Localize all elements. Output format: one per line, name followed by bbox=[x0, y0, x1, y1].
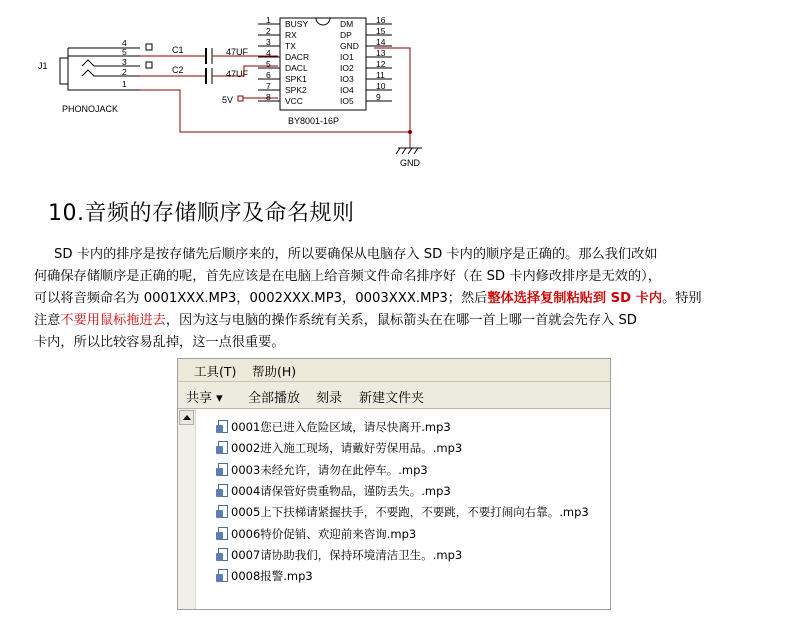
file-list-pane bbox=[178, 409, 610, 609]
file-item[interactable] bbox=[216, 502, 589, 522]
highlight-copy-paste: 整体选择复制粘贴到 SD 卡内 bbox=[487, 291, 663, 306]
chip-pin-number: 8 bbox=[266, 92, 271, 102]
paragraph-line-1: SD 卡内的排序是按存储先后顺序来的，所以要确保从电脑存入 SD 卡内的顺序是正确的。那么我们改如 bbox=[54, 247, 658, 262]
file-name: 0002进入施工现场，请戴好劳保用品。.mp3 bbox=[231, 441, 463, 456]
chip-pin-number: 6 bbox=[266, 70, 271, 80]
explorer-window bbox=[177, 358, 611, 610]
phonojack-label: PHONOJACK bbox=[62, 104, 119, 114]
chip-pin-name: IO1 bbox=[340, 52, 354, 62]
share-button[interactable]: 共享 ▾ bbox=[186, 391, 223, 406]
chip-pin-number: 16 bbox=[376, 15, 386, 25]
chip-pin-name: DACL bbox=[285, 63, 308, 73]
instruction-paragraph bbox=[34, 244, 754, 354]
audio-file-icon bbox=[216, 420, 229, 434]
phonojack-body bbox=[60, 58, 68, 84]
menu-tools[interactable]: 工具(T) bbox=[194, 364, 237, 379]
menu-bar bbox=[178, 359, 610, 382]
file-item[interactable] bbox=[216, 566, 313, 586]
jack-pin-2: 2 bbox=[122, 67, 127, 77]
file-item[interactable] bbox=[216, 524, 416, 544]
circuit-schematic bbox=[0, 0, 790, 180]
file-name: 0003未经允许，请勿在此停车。.mp3 bbox=[231, 462, 428, 477]
play-all-button[interactable]: 全部播放 bbox=[248, 391, 301, 406]
section-title: 10.音频的存储顺序及命名规则 bbox=[48, 201, 355, 226]
chip-pin-number: 7 bbox=[266, 81, 271, 91]
paragraph-line-3-text: 可以将音频命名为 0001XXX.MP3，0002XXX.MP3，0003XXX.MP3；然后 bbox=[34, 291, 488, 306]
burn-button[interactable]: 刻录 bbox=[316, 391, 343, 406]
chip-pin-number: 15 bbox=[376, 26, 386, 36]
chip-pin-name: IO5 bbox=[340, 96, 354, 106]
chip-pin-name: IO4 bbox=[340, 85, 354, 95]
chip-pin-name: BUSY bbox=[285, 19, 309, 29]
chip-name-label: BY8001-16P bbox=[288, 116, 340, 126]
paragraph-line-2: 何确保存储顺序是正确的呢，首先应该是在电脑上给音频文件命名排序好（在 SD 卡内修改排序是无效的）， bbox=[34, 269, 661, 284]
file-item[interactable] bbox=[216, 460, 428, 480]
chip-pin-name: VCC bbox=[285, 96, 303, 106]
chip-pin-name: DM bbox=[340, 19, 354, 29]
highlight-no-drag: 不要用鼠标拖进去 bbox=[60, 313, 166, 328]
paragraph-line-4-text: ，因为这与电脑的操作系统有关系，鼠标箭头在在哪一首上哪一首就会先存入 SD bbox=[165, 313, 637, 328]
chip-pin-name: DACR bbox=[285, 52, 310, 62]
paragraph-line-3-end: 。特别 bbox=[662, 291, 702, 306]
audio-file-icon bbox=[216, 548, 229, 562]
file-name: 0001您已进入危险区域，请尽快离开.mp3 bbox=[231, 420, 451, 434]
paragraph-line-4 bbox=[34, 310, 754, 332]
audio-file-icon bbox=[216, 463, 229, 477]
file-item[interactable] bbox=[216, 438, 462, 458]
scroll-up-arrow-icon[interactable] bbox=[179, 410, 194, 425]
chip-pin-number: 1 bbox=[266, 15, 271, 25]
jack-pin-4: 4 bbox=[122, 38, 127, 48]
file-item[interactable] bbox=[216, 481, 451, 501]
new-folder-button[interactable]: 新建文件夹 bbox=[359, 391, 425, 406]
c2-label: C2 bbox=[172, 65, 184, 75]
chip-pin-name: IO3 bbox=[340, 74, 354, 84]
toolbar bbox=[178, 382, 610, 409]
paragraph-line-3 bbox=[34, 288, 754, 310]
audio-file-icon bbox=[216, 527, 229, 541]
chip-pin-name: SPK1 bbox=[285, 74, 307, 84]
chip-pin-name: IO2 bbox=[340, 63, 354, 73]
paragraph-line-4-start: 注意 bbox=[34, 313, 61, 328]
c1-value: 47UF bbox=[226, 47, 249, 57]
supply-5v-label: 5V bbox=[222, 95, 234, 105]
c1-label: C1 bbox=[172, 45, 184, 55]
file-item[interactable] bbox=[216, 417, 451, 437]
audio-file-icon bbox=[216, 505, 229, 519]
chip-pin-number: 10 bbox=[376, 81, 386, 91]
jack-pin-1: 1 bbox=[122, 79, 127, 89]
gnd-label: GND bbox=[400, 158, 420, 168]
chip-pin-number: 14 bbox=[376, 37, 386, 47]
chip-pin-number: 4 bbox=[266, 48, 271, 58]
menu-help[interactable]: 帮助(H) bbox=[252, 364, 297, 379]
chip-pin-number: 12 bbox=[376, 59, 386, 69]
audio-file-icon bbox=[216, 484, 229, 498]
chip-pin-number: 5 bbox=[266, 59, 271, 69]
chip-pin-number: 3 bbox=[266, 37, 271, 47]
chip-pin-number: 2 bbox=[266, 26, 271, 36]
file-item[interactable] bbox=[216, 545, 462, 565]
jack-pin-5: 5 bbox=[122, 47, 127, 57]
audio-file-icon bbox=[216, 441, 229, 455]
chip-pin-name: GND bbox=[340, 41, 359, 51]
chip-pin-number: 11 bbox=[376, 70, 385, 80]
vertical-scrollbar[interactable] bbox=[178, 409, 196, 609]
chip-pin-name: SPK2 bbox=[285, 85, 307, 95]
chip-pin-number: 13 bbox=[376, 48, 386, 58]
j1-label: J1 bbox=[38, 61, 48, 71]
file-name: 0008报警.mp3 bbox=[231, 569, 313, 584]
file-name: 0004请保管好贵重物品，谨防丢失。.mp3 bbox=[231, 483, 451, 498]
c2-value: 47UF bbox=[226, 69, 249, 79]
audio-file-icon bbox=[216, 569, 229, 583]
file-name: 0007请协助我们，保持环境清洁卫生。.mp3 bbox=[231, 547, 463, 562]
file-name: 0006特价促销、欢迎前来咨询.mp3 bbox=[231, 526, 417, 541]
chip-pin-name: RX bbox=[285, 30, 297, 40]
chip-pin-name: TX bbox=[285, 41, 296, 51]
paragraph-line-5: 卡内，所以比较容易乱掉，这一点很重要。 bbox=[34, 335, 285, 350]
chip-pin-number: 9 bbox=[376, 92, 381, 102]
chip-pin-name: DP bbox=[340, 30, 352, 40]
file-name: 0005上下扶梯请紧握扶手，不要跑，不要跳，不要打闹向右靠。.mp3 bbox=[231, 505, 589, 520]
jack-pin-3: 3 bbox=[122, 57, 127, 67]
